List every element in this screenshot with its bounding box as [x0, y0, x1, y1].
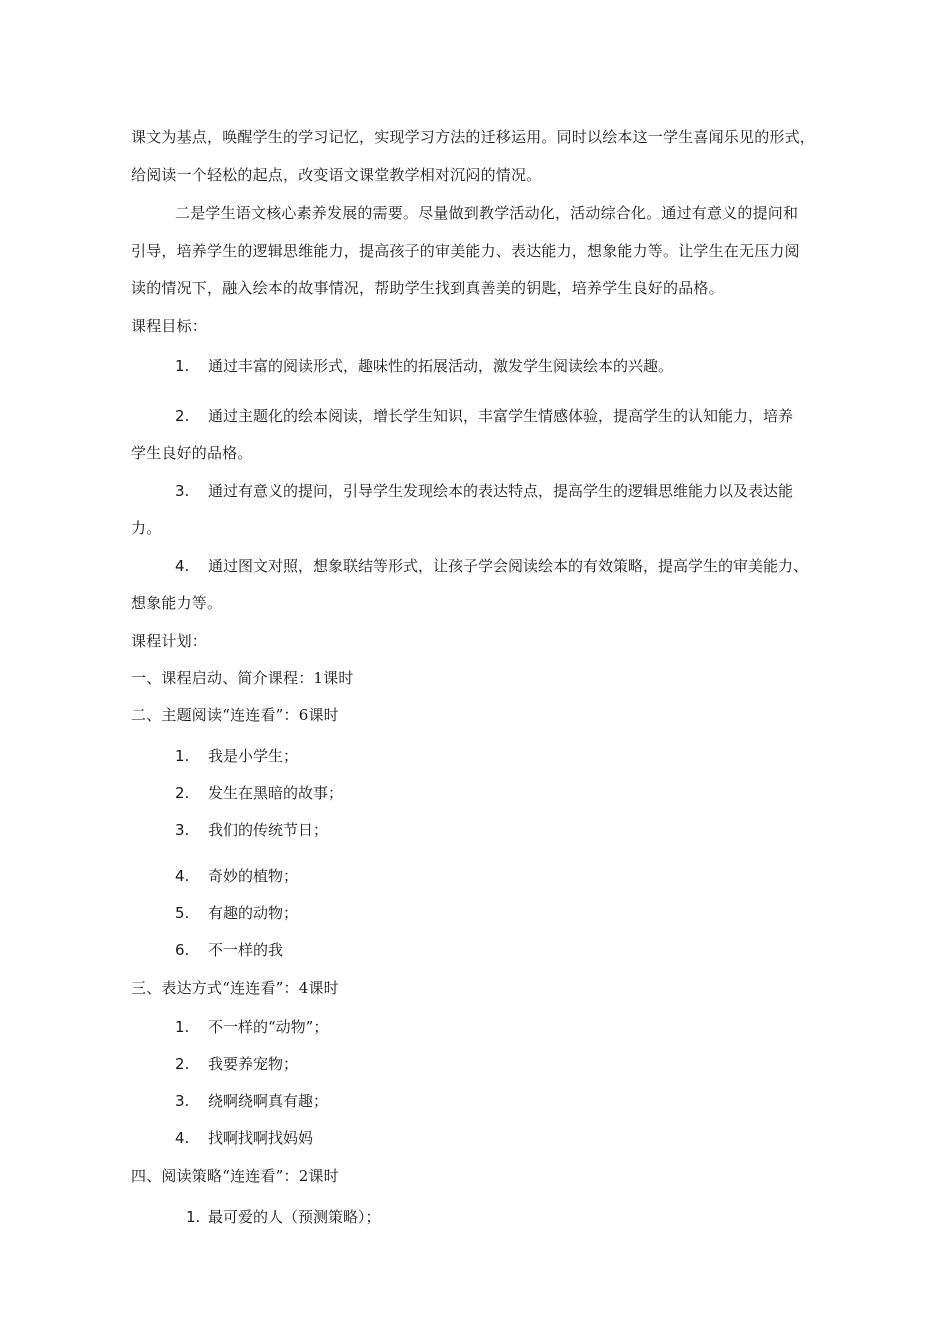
plan-item-text: 发生在黑暗的故事； — [208, 784, 344, 802]
plan-item-text: 我是小学生； — [208, 747, 299, 765]
plan-section-title: 三、表达方式“连连看”：4课时 — [131, 979, 339, 997]
plan-item-number: 1. — [175, 1018, 190, 1036]
goal-text: 通过图文对照，想象联结等形式，让孩子学会阅读绘本的有效策略，提高学生的审美能力、 — [208, 557, 809, 575]
plan-section-title: 一、课程启动、简介课程：1课时 — [131, 669, 354, 687]
intro-paragraph-1-line-2: 给阅读一个轻松的起点，改变语文课堂教学相对沉闷的情况。 — [131, 166, 542, 184]
intro-paragraph-2-line-3: 读的情况下，融入绘本的故事情况，帮助学生找到真善美的钥匙，培养学生良好的品格。 — [131, 279, 724, 297]
plan-item-number: 2. — [175, 784, 190, 802]
plan-item-number: 2. — [175, 1055, 190, 1073]
goal-text-continuation: 力。 — [131, 519, 162, 537]
plan-item-text: 我要养宠物； — [208, 1055, 299, 1073]
goal-number: 4. — [175, 557, 190, 575]
plan-item-number: 4. — [175, 1129, 190, 1147]
plan-item-text: 不一样的“动物”； — [208, 1018, 329, 1036]
goals-heading: 课程目标： — [131, 317, 208, 335]
plan-item-text: 最可爱的人（预测策略）； — [208, 1208, 381, 1226]
goal-text-continuation: 学生良好的品格。 — [131, 444, 253, 462]
goal-text: 通过有意义的提问，引导学生发现绘本的表达特点，提高学生的逻辑思维能力以及表达能 — [208, 482, 794, 500]
goal-text: 通过丰富的阅读形式，趣味性的拓展活动，激发学生阅读绘本的兴趣。 — [208, 357, 674, 375]
plan-item-number: 5. — [175, 904, 190, 922]
plan-item-number: 1. — [175, 747, 190, 765]
plan-item-text: 有趣的动物； — [208, 904, 299, 922]
plan-item-text: 奇妙的植物； — [208, 867, 299, 885]
goal-text-continuation: 想象能力等。 — [131, 594, 223, 612]
plan-item-text: 不一样的我 — [208, 941, 284, 959]
plan-item-text: 找啊找啊找妈妈 — [208, 1129, 314, 1147]
intro-paragraph-2-line-1: 二是学生语文核心素养发展的需要。尽量做到教学活动化，活动综合化。通过有意义的提问和 — [175, 204, 799, 222]
plan-item-number: 3. — [175, 821, 190, 839]
plan-item-text: 绕啊绕啊真有趣； — [208, 1092, 329, 1110]
goal-number: 3. — [175, 482, 190, 500]
plan-item-text: 我们的传统节日； — [208, 821, 329, 839]
plan-heading: 课程计划： — [131, 632, 208, 650]
intro-paragraph-1-line-1: 课文为基点，唤醒学生的学习记忆，实现学习方法的迁移运用。同时以绘本这一学生喜闻乐见的形式， — [131, 128, 816, 146]
plan-section-title: 四、阅读策略“连连看”：2课时 — [131, 1167, 339, 1185]
plan-section-title: 二、主题阅读“连连看”：6课时 — [131, 706, 339, 724]
plan-item-number: 1. — [186, 1208, 201, 1226]
plan-item-number: 3. — [175, 1092, 190, 1110]
intro-paragraph-2-line-2: 引导，培养学生的逻辑思维能力，提高孩子的审美能力、表达能力，想象能力等。让学生在无压力阅 — [131, 242, 800, 260]
goal-text: 通过主题化的绘本阅读，增长学生知识，丰富学生情感体验，提高学生的认知能力，培养 — [208, 407, 794, 425]
goal-number: 1. — [175, 357, 190, 375]
plan-item-number: 4. — [175, 867, 190, 885]
plan-item-number: 6. — [175, 941, 190, 959]
goal-number: 2. — [175, 407, 190, 425]
